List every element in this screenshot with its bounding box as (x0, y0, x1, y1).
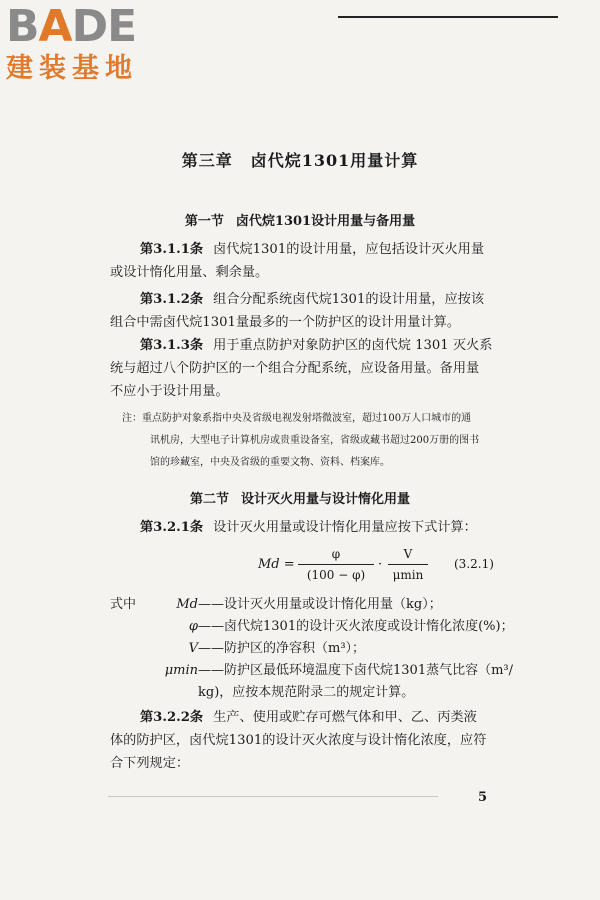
article-text: 体的防护区，卤代烷1301的设计灭火浓度与设计惰化浓度，应符 (110, 733, 487, 748)
article-text: 不应小于设计用量。 (110, 384, 229, 399)
logo-mark (6, 1, 176, 52)
definition-symbol: μmin (164, 663, 198, 678)
formula-fraction-2 (388, 545, 428, 584)
article-text: 统与超过八个防护区的一个组合分配系统，应设备用量。备用量 (110, 361, 480, 376)
logo-letters-de: DE (71, 1, 137, 52)
watermark-logo (6, 1, 176, 86)
article-text: 卤代烷1301的设计用量，应包括设计灭火用量 (213, 242, 485, 257)
definition-row (110, 594, 510, 616)
footnote (122, 408, 510, 474)
definition-symbol: φ (188, 619, 198, 634)
article-text: 组合分配系统卤代烷1301的设计用量，应按该 (213, 292, 485, 307)
chapter-title: 卤代烷1301用量计算 (250, 151, 419, 170)
article-3-1-3 (110, 334, 510, 403)
article-text: 或设计惰化用量、剩余量。 (110, 265, 269, 280)
article-text: 组合中需卤代烷1301量最多的一个防护区的设计用量计算。 (110, 315, 461, 330)
article-3-2-2 (110, 706, 510, 775)
fraction-numerator: φ (331, 547, 341, 561)
definition-continuation: kg)，应按本规范附录二的规定计算。 (198, 685, 415, 700)
formula-definitions (110, 594, 514, 704)
article-text: 合下列规定： (110, 756, 190, 771)
fraction-bar (298, 564, 374, 565)
section-2-title: 设计灭火用量与设计惰化用量 (241, 492, 411, 507)
formula-times: · (378, 557, 383, 572)
definition-row (110, 660, 514, 682)
definition-row (110, 638, 510, 660)
formula-lhs: Md = (258, 557, 295, 572)
definitions-lead: 式中 (110, 597, 137, 612)
definition-symbol: Md (176, 597, 198, 612)
definition-text: ——防护区的净容积（m³）； (198, 641, 366, 656)
article-code: 第3.1.3条 (140, 338, 204, 353)
fraction-numerator: V (403, 547, 413, 561)
article-code: 第3.1.2条 (140, 292, 204, 307)
article-3-1-1 (110, 238, 510, 284)
note-line: 讯机房，大型电子计算机房或贵重设备室，省级或藏书超过200万册的图书 (150, 435, 480, 446)
equation-number: (3.2.1) (454, 557, 494, 571)
section-1-title: 卤代烷1301设计用量与备用量 (235, 214, 416, 229)
article-text: 用于重点防护对象防护区的卤代烷 1301 灭火系 (213, 338, 493, 353)
article-code: 第3.2.1条 (140, 520, 204, 535)
definition-text: ——卤代烷1301的设计灭火浓度或设计惰化浓度(%)； (198, 619, 514, 634)
formula-fraction-1 (298, 545, 374, 584)
page-number: 5 (478, 790, 488, 805)
section-1-number: 第一节 (184, 214, 224, 229)
section-2-heading (0, 488, 600, 507)
note-line: 馆的珍藏室，中央及省级的重要文物、资料、档案库。 (150, 457, 390, 468)
definition-symbol: V (188, 641, 198, 656)
fraction-denominator: (100 − φ) (306, 568, 366, 582)
article-code: 第3.1.1条 (140, 242, 204, 257)
section-2-number: 第二节 (189, 492, 229, 507)
article-text: 设计灭火用量或设计惰化用量应按下式计算： (213, 520, 477, 535)
header-rule (338, 16, 558, 18)
article-code: 第3.2.2条 (140, 710, 204, 725)
logo-letter-a: A (38, 1, 72, 52)
logo-letter-b: B (6, 1, 39, 52)
article-3-2-1 (110, 516, 510, 539)
definition-text: ——防护区最低环境温度下卤代烷1301蒸气比容（m³/ (198, 663, 514, 678)
definition-row (110, 616, 514, 638)
chapter-number: 第三章 (181, 151, 233, 170)
chapter-heading (0, 148, 600, 171)
definition-text: ——设计灭火用量或设计惰化用量（kg）； (198, 597, 442, 612)
note-line: 注：重点防护对象系指中央及省级电视发射塔微波室，超过100万人口城市的通 (122, 413, 472, 424)
fraction-bar (388, 564, 428, 565)
fraction-denominator: μmin (392, 568, 424, 582)
article-3-1-2 (110, 288, 510, 334)
logo-subtitle: 建装基地 (6, 53, 138, 84)
formula-3-2-1 (258, 545, 518, 587)
section-1-heading (0, 210, 600, 229)
scan-artifact-line (108, 796, 438, 797)
article-text: 生产、使用或贮存可燃气体和甲、乙、丙类液 (213, 710, 477, 725)
